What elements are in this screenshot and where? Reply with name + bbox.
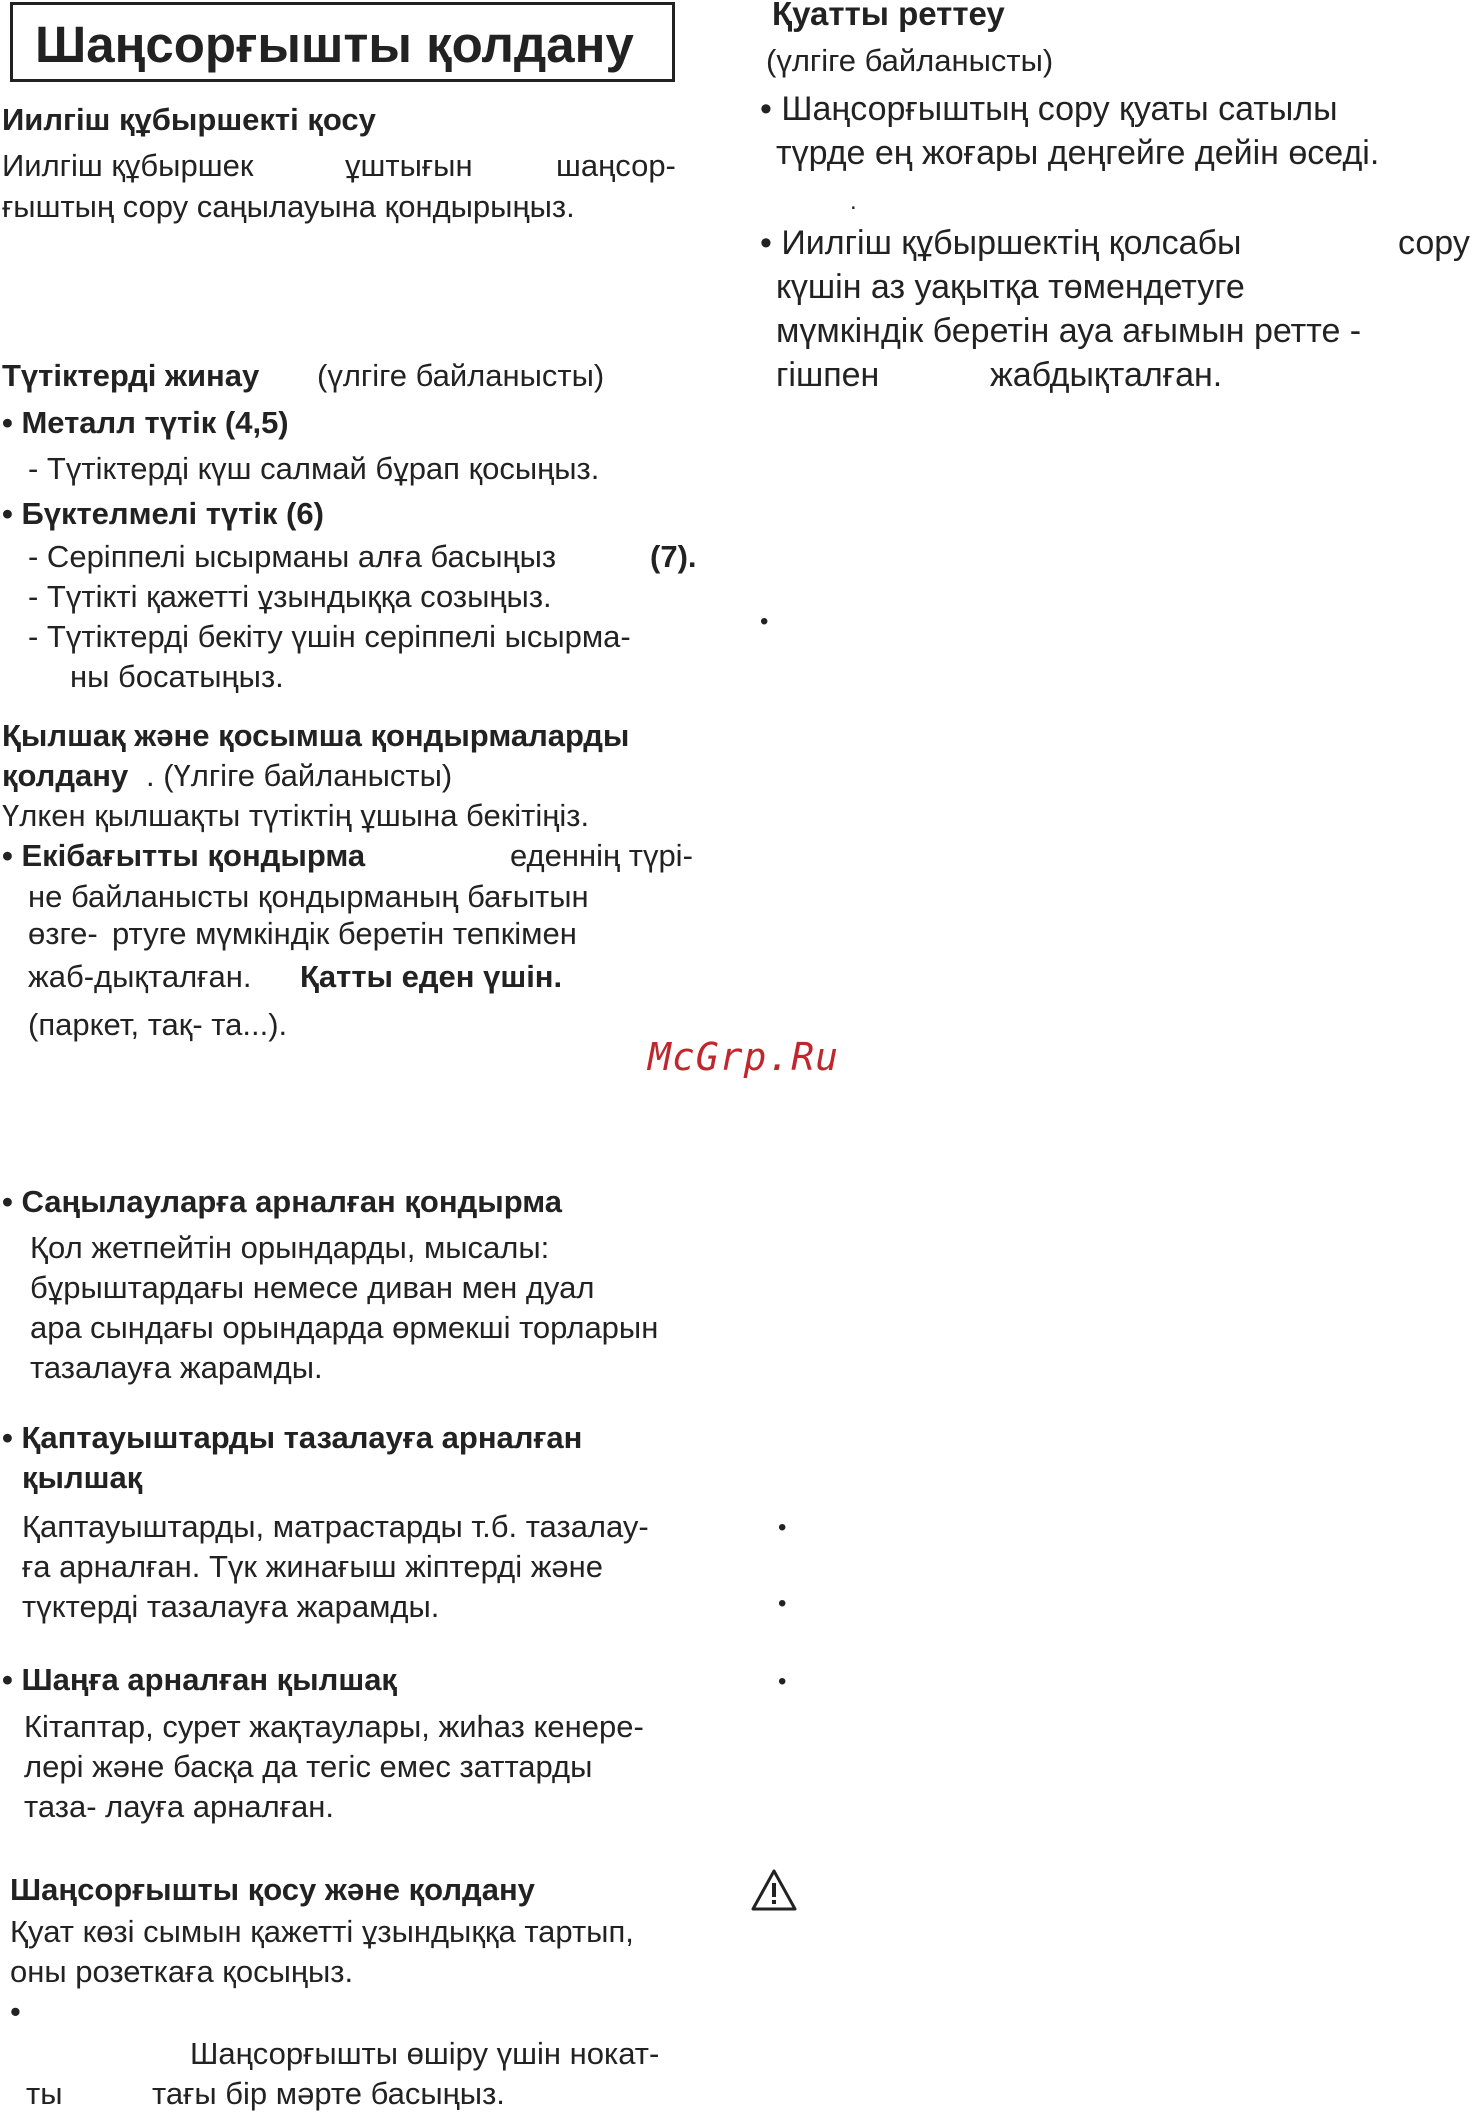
right-bullet-3: •	[778, 1590, 787, 1617]
telescopic-step1-ref: (7).	[650, 539, 697, 574]
right-bullet-1: •	[760, 608, 769, 635]
power-bullet2-line1b: сору	[1398, 224, 1470, 262]
upholstery-line3: түктерді тазалауға жарамды.	[22, 1589, 440, 1624]
upholstery-bullet-line1: • Қаптауыштарды тазалауға арналған	[2, 1420, 583, 1455]
power-bullet1-line2: түрде ең жоғары деңгейге дейін өседі.	[776, 134, 1380, 172]
page-title-box	[10, 2, 675, 82]
switch-on-line3: Шаңсорғышты өшіру үшін нокат-	[190, 2036, 660, 2071]
crevice-bullet: • Саңылауларға арналған қондырма	[2, 1184, 563, 1219]
telescopic-tube-bullet: • Бүктелмелі түтік (6)	[2, 496, 324, 531]
dual-nozzle-line5: (паркет, тақ- та...).	[28, 1007, 288, 1042]
dual-nozzle-line1-rest: еденнің түрі-	[510, 838, 693, 873]
power-bullet1-dot: .	[850, 188, 857, 215]
telescopic-step3b: ны босатыңыз.	[70, 659, 284, 694]
switch-on-line1: Қуат көзі сымын қажетті ұзындыққа тартып,	[10, 1914, 634, 1949]
power-bullet2-line1a: • Иилгіш құбыршектің қолсабы	[760, 224, 1242, 262]
right-bullet-2: •	[778, 1514, 787, 1541]
brush-heading-line2: қолдану	[2, 758, 129, 793]
switch-on-line4b: тағы бір мәрте басыңыз.	[152, 2076, 505, 2111]
dusting-line1: Кітаптар, сурет жақтаулары, жиһаз кенере-	[24, 1709, 644, 1744]
dual-nozzle-line2: не байланысты қондырманың бағытын	[28, 879, 589, 914]
warning-triangle-icon	[750, 1868, 798, 1917]
metal-tube-bullet: • Металл түтік (4,5)	[2, 405, 289, 440]
hose-line1c: шаңсор-	[556, 148, 676, 183]
watermark: McGrp.Ru	[648, 1035, 840, 1079]
dusting-line3: таза- лауға арналған.	[24, 1789, 334, 1824]
crevice-line3a: ара	[30, 1310, 82, 1345]
dual-nozzle-line4: жаб-дықталған.	[28, 959, 252, 994]
telescopic-step2: - Түтікті қажетті ұзындыққа созыңыз.	[28, 579, 552, 614]
power-bullet2-line4b: жабдықталған.	[990, 356, 1223, 394]
dual-nozzle-line3b: ртуге мүмкіндік беретін тепкімен	[112, 916, 577, 951]
tubes-heading-note: (үлгіге байланысты)	[317, 358, 605, 393]
hose-line2: ғыштың сору саңылауына қондырыңыз.	[2, 189, 575, 224]
tubes-heading: Түтіктерді жинау	[2, 358, 260, 393]
power-heading: Қуатты реттеу	[772, 0, 1005, 32]
power-bullet1-line1: • Шаңсорғыштың сору қуаты сатылы	[760, 90, 1338, 128]
power-note: (үлгіге байланысты)	[766, 43, 1054, 78]
switch-on-line2: оны розеткаға қосыңыз.	[10, 1954, 354, 1989]
dual-nozzle-line3a: өзге-	[28, 916, 98, 951]
right-bullet-4: •	[778, 1668, 787, 1695]
brush-intro: Үлкен қылшақты түтіктің ұшына бекітіңіз.	[2, 798, 590, 833]
upholstery-bullet-line2: қылшақ	[22, 1460, 143, 1495]
switch-on-heading: Шаңсорғышты қосу және қолдану	[10, 1872, 535, 1907]
power-bullet2-line3: мүмкіндік беретін ауа ағымын ретте -	[776, 312, 1362, 350]
hose-line1b: ұштығын	[345, 148, 473, 183]
brush-heading-note: . (Үлгіге байланысты)	[146, 758, 453, 793]
power-bullet2-line4a: гішпен	[776, 356, 880, 394]
dusting-line2: лері және басқа да тегіс емес заттарды	[24, 1749, 593, 1784]
hose-line1a: Иилгіш құбыршек	[2, 148, 254, 183]
crevice-line2: бұрыштардағы немесе диван мен дуал	[30, 1270, 595, 1305]
crevice-line1: Қол жетпейтін орындарды, мысалы:	[30, 1230, 550, 1265]
crevice-line4: тазалауға жарамды.	[30, 1350, 323, 1385]
switch-on-bullet: •	[10, 1994, 21, 2029]
power-bullet2-line2: күшін аз уақытқа төмендетуге	[776, 268, 1245, 306]
switch-on-line4a: ты	[26, 2076, 63, 2111]
hose-heading: Иилгіш құбыршекті қосу	[2, 102, 376, 137]
metal-tube-step: - Түтіктерді күш салмай бұрап қосыңыз.	[28, 451, 600, 486]
telescopic-step3a: - Түтіктерді бекіту үшін серіппелі ысырма-	[28, 619, 631, 654]
upholstery-line1: Қаптауыштарды, матрастарды т.б. тазалау-	[22, 1509, 649, 1544]
brush-heading-line1: Қылшақ және қосымша қондырмаларды	[2, 718, 630, 753]
dusting-bullet: • Шаңға арналған қылшақ	[2, 1662, 397, 1697]
telescopic-step1: - Серіппелі ысырманы алға басыңыз	[28, 539, 557, 574]
crevice-line3b: сындағы орындарда өрмекші торларын	[90, 1310, 659, 1345]
dual-nozzle-bullet: • Екібағытты қондырма	[2, 838, 366, 873]
dual-nozzle-hard-floor: Қатты еден үшін.	[300, 959, 563, 994]
upholstery-line2: ға арналған. Түк жинағыш жіптерді және	[22, 1549, 604, 1584]
page-title: Шаңсорғышты қолдану	[35, 16, 634, 73]
